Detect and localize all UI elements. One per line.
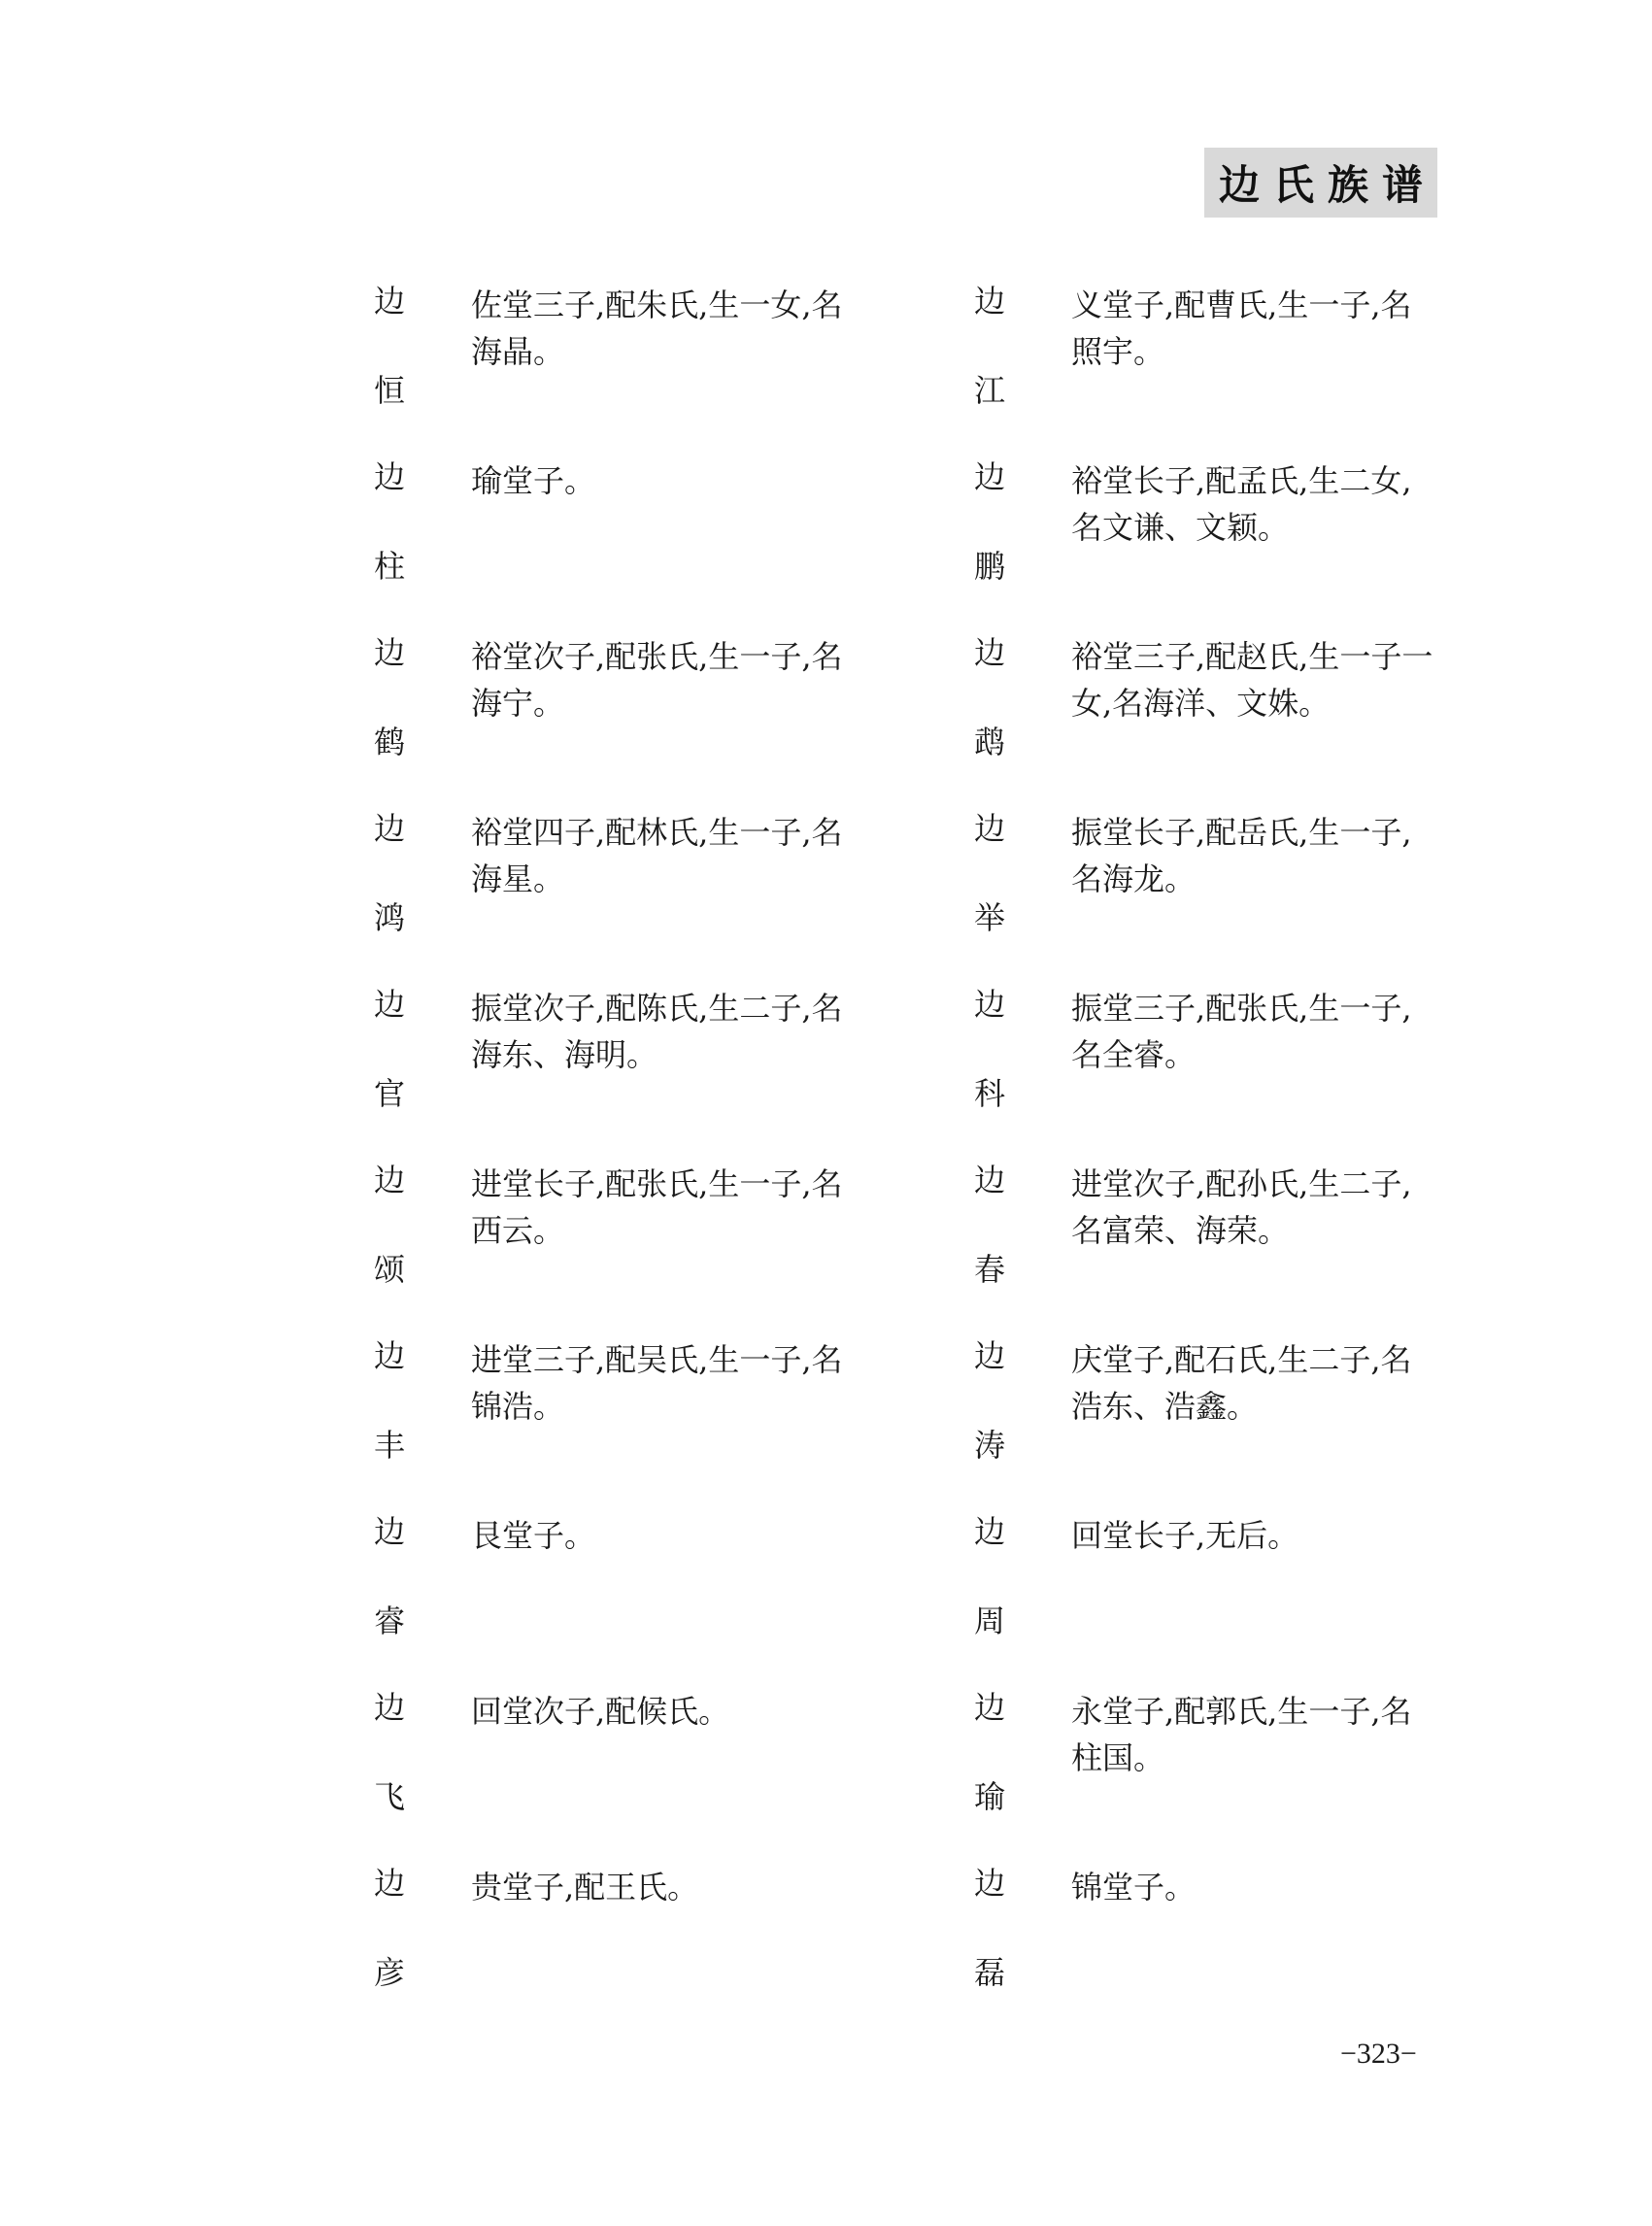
- surname: 边: [974, 1689, 1006, 1726]
- given-name: 磊: [974, 1954, 1006, 1991]
- given-name: 瑜: [974, 1778, 1006, 1815]
- given-name: 丰: [374, 1427, 406, 1464]
- right-column: [974, 282, 1518, 2040]
- surname: 边: [374, 283, 406, 320]
- genealogy-entry: [374, 1864, 918, 2040]
- entry-description: 振堂次子,配陈氏,生二子,名 海东、海明。: [471, 990, 843, 1073]
- genealogy-entry: [374, 1688, 918, 1864]
- genealogy-entry: [974, 282, 1518, 457]
- entry-description: 永堂子,配郭氏,生一子,名 柱国。: [1071, 1693, 1412, 1776]
- surname: 边: [374, 810, 406, 847]
- entry-description: 裕堂次子,配张氏,生一子,名 海宁。: [471, 638, 843, 722]
- entry-description: 回堂长子,无后。: [1071, 1517, 1299, 1554]
- entry-description: 进堂三子,配吴氏,生一子,名 锦浩。: [471, 1341, 843, 1425]
- surname: 边: [974, 1162, 1006, 1198]
- entry-description: 艮堂子。: [471, 1517, 596, 1554]
- given-name: 举: [974, 899, 1006, 936]
- surname: 边: [974, 986, 1006, 1023]
- genealogy-entry: [374, 457, 918, 633]
- page-number: −323−: [1340, 2038, 1417, 2070]
- entry-description: 瑜堂子。: [471, 462, 596, 499]
- entry-description: 贵堂子,配王氏。: [471, 1869, 699, 1906]
- surname: 边: [374, 986, 406, 1023]
- genealogy-entry: [974, 633, 1518, 809]
- given-name: 飞: [374, 1778, 406, 1815]
- entry-description: 锦堂子。: [1071, 1869, 1197, 1906]
- genealogy-entry: [974, 985, 1518, 1161]
- given-name: 鹤: [374, 724, 406, 760]
- given-name: 官: [374, 1075, 406, 1112]
- surname: 边: [974, 1337, 1006, 1374]
- genealogy-entry: [374, 809, 918, 985]
- surname: 边: [374, 1865, 406, 1902]
- given-name: 颂: [374, 1251, 406, 1288]
- genealogy-entry: [974, 1864, 1518, 2040]
- given-name: 涛: [974, 1427, 1006, 1464]
- surname: 边: [374, 1513, 406, 1550]
- genealogy-entry: [974, 1512, 1518, 1688]
- given-name: 彦: [374, 1954, 406, 1991]
- surname: 边: [974, 1513, 1006, 1550]
- given-name: 鹉: [974, 724, 1006, 760]
- given-name: 科: [974, 1075, 1006, 1112]
- surname: 边: [374, 1337, 406, 1374]
- genealogy-entry: [374, 633, 918, 809]
- entry-description: 振堂三子,配张氏,生一子, 名全睿。: [1071, 990, 1412, 1073]
- entry-description: 义堂子,配曹氏,生一子,名 照宇。: [1071, 287, 1412, 370]
- given-name: 鹏: [974, 548, 1006, 585]
- genealogy-entry: [974, 809, 1518, 985]
- given-name: 睿: [374, 1602, 406, 1639]
- entry-description: 佐堂三子,配朱氏,生一女,名 海晶。: [471, 287, 843, 370]
- surname: 边: [974, 283, 1006, 320]
- surname: 边: [974, 458, 1006, 495]
- surname: 边: [974, 1865, 1006, 1902]
- left-column: [374, 282, 918, 2040]
- surname: 边: [374, 1162, 406, 1198]
- entry-description: 庆堂子,配石氏,生二子,名 浩东、浩鑫。: [1071, 1341, 1412, 1425]
- genealogy-entry: [974, 1161, 1518, 1336]
- genealogy-entry: [974, 457, 1518, 633]
- genealogy-entry: [374, 1161, 918, 1336]
- surname: 边: [374, 634, 406, 671]
- genealogy-entry: [974, 1336, 1518, 1512]
- entry-description: 裕堂三子,配赵氏,生一子一 女,名海洋、文姝。: [1071, 638, 1433, 722]
- surname: 边: [974, 810, 1006, 847]
- given-name: 柱: [374, 548, 406, 585]
- genealogy-entry: [374, 1512, 918, 1688]
- given-name: 周: [974, 1602, 1006, 1639]
- given-name: 恒: [374, 372, 406, 409]
- given-name: 江: [974, 372, 1006, 409]
- header-title: 边氏族谱: [1218, 161, 1436, 209]
- given-name: 鸿: [374, 899, 406, 936]
- entry-description: 进堂次子,配孙氏,生二子, 名富荣、海荣。: [1071, 1165, 1412, 1249]
- entry-description: 进堂长子,配张氏,生一子,名 西云。: [471, 1165, 843, 1249]
- genealogy-entry: [374, 282, 918, 457]
- given-name: 春: [974, 1251, 1006, 1288]
- genealogy-entry: [374, 1336, 918, 1512]
- entry-description: 回堂次子,配候氏。: [471, 1693, 730, 1730]
- genealogy-entry: [974, 1688, 1518, 1864]
- entry-description: 裕堂四子,配林氏,生一子,名 海星。: [471, 814, 843, 897]
- surname: 边: [974, 634, 1006, 671]
- header-title-tab: [1204, 148, 1437, 218]
- entry-description: 振堂长子,配岳氏,生一子, 名海龙。: [1071, 814, 1412, 897]
- surname: 边: [374, 458, 406, 495]
- surname: 边: [374, 1689, 406, 1726]
- entry-description: 裕堂长子,配孟氏,生二女, 名文谦、文颖。: [1071, 462, 1412, 546]
- genealogy-entry: [374, 985, 918, 1161]
